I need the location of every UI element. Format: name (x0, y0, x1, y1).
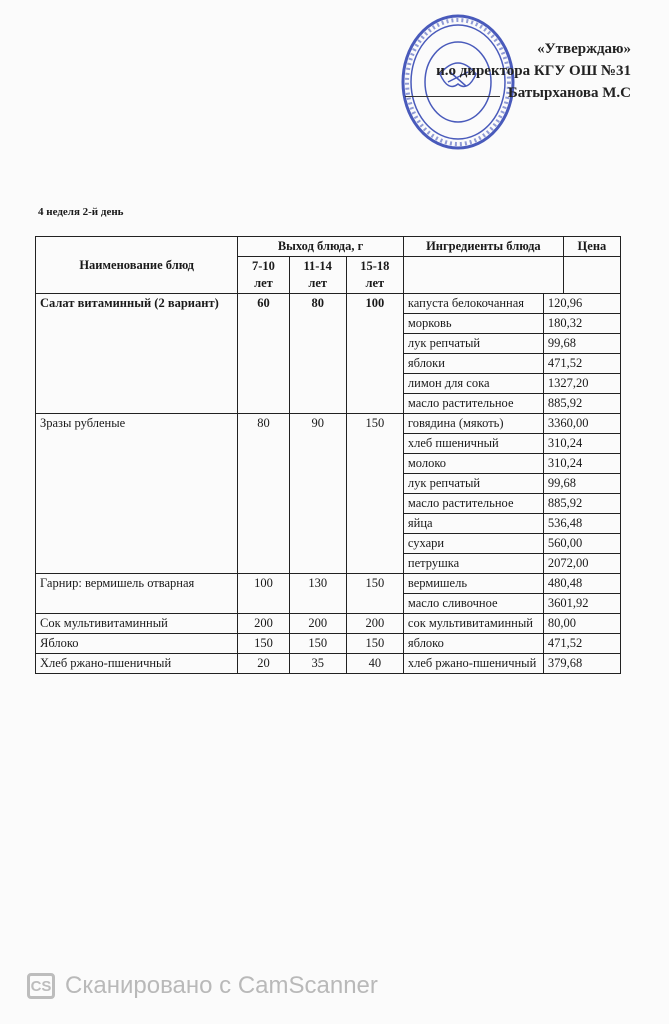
ingredient-row (404, 474, 620, 494)
ingredient-name: петрушка (404, 554, 544, 573)
dish-yield: 200 (238, 614, 289, 634)
menu-table (35, 236, 621, 674)
header-ingredients-empty (403, 257, 563, 294)
watermark-text: Сканировано с CamScanner (65, 972, 378, 999)
ingredient-row (404, 634, 620, 653)
ingredients-list (403, 654, 620, 674)
header-ingredients: Ингредиенты блюда (403, 237, 563, 257)
header-age-11-14: 11-14 лет (289, 257, 346, 294)
ingredient-row (404, 614, 620, 633)
dish-yield: 40 (346, 654, 403, 674)
ingredient-row (404, 374, 620, 394)
ingredient-name: морковь (404, 314, 544, 333)
dish-yield: 200 (289, 614, 346, 634)
ingredient-name: сок мультивитаминный (404, 614, 544, 633)
dish-yield: 80 (289, 294, 346, 414)
dish-yield: 90 (289, 414, 346, 574)
dish-yield: 100 (346, 294, 403, 414)
ingredient-name: масло растительное (404, 394, 544, 413)
dish-name: Зразы рубленые (36, 414, 238, 574)
dish-row (36, 414, 621, 574)
ingredient-row (404, 494, 620, 514)
ingredient-price: 3601,92 (547, 596, 589, 610)
ingredient-name: яйца (404, 514, 544, 533)
ingredient-price: 536,48 (547, 516, 583, 530)
ingredients-list (403, 414, 620, 574)
ingredient-price: 2072,00 (547, 556, 589, 570)
dish-name: Гарнир: вермишель отварная (36, 574, 238, 614)
header-price-empty (563, 257, 620, 294)
ingredient-row (404, 574, 620, 594)
ingredient-price: 310,24 (547, 436, 583, 450)
dish-yield: 80 (238, 414, 289, 574)
ingredient-price: 379,68 (547, 656, 583, 670)
approval-signatory: Батырханова М.С (507, 85, 631, 101)
dish-name: Салат витаминный (2 вариант) (36, 294, 238, 414)
ingredient-price: 310,24 (547, 456, 583, 470)
header-dish-name: Наименование блюд (36, 237, 238, 294)
ingredient-name: хлеб ржано-пшеничный (404, 654, 544, 673)
ingredient-name: хлеб пшеничный (404, 434, 544, 453)
dish-yield: 150 (346, 414, 403, 574)
ingredient-name: масло растительное (404, 494, 544, 513)
ingredient-price: 471,52 (547, 356, 583, 370)
dish-yield: 20 (238, 654, 289, 674)
ingredient-price: 99,68 (547, 476, 577, 490)
header-row-1 (36, 237, 621, 257)
ingredient-name: лук репчатый (404, 334, 544, 353)
ingredient-price: 471,52 (547, 636, 583, 650)
ingredient-name: говядина (мякоть) (404, 414, 544, 433)
ingredient-price: 80,00 (547, 616, 577, 630)
ingredients-list (403, 614, 620, 634)
ingredient-name: яблоко (404, 634, 544, 653)
ingredient-price: 885,92 (547, 396, 583, 410)
dish-yield: 150 (346, 574, 403, 614)
dish-yield: 130 (289, 574, 346, 614)
ingredient-row (404, 594, 620, 613)
ingredient-row (404, 354, 620, 374)
ingredient-row (404, 434, 620, 454)
camscanner-watermark (27, 972, 378, 1000)
dish-yield: 200 (346, 614, 403, 634)
ingredient-row (404, 394, 620, 413)
ingredient-name: молоко (404, 454, 544, 473)
header-age-7-10: 7-10 лет (238, 257, 289, 294)
dish-yield: 60 (238, 294, 289, 414)
ingredient-price: 120,96 (547, 296, 583, 310)
menu-day-title: 4 неделя 2-й день (38, 206, 124, 218)
dish-row (36, 574, 621, 614)
dish-yield: 100 (238, 574, 289, 614)
approval-position: и.о директора КГУ ОШ №31 (436, 63, 631, 79)
dish-yield: 150 (238, 634, 289, 654)
ingredient-name: яблоки (404, 354, 544, 373)
ingredient-row (404, 294, 620, 314)
dish-row (36, 634, 621, 654)
ingredient-name: вермишель (404, 574, 544, 593)
ingredients-list (403, 294, 620, 414)
ingredient-row (404, 554, 620, 573)
ingredient-price: 560,00 (547, 536, 583, 550)
ingredient-name: лимон для сока (404, 374, 544, 393)
ingredient-row (404, 534, 620, 554)
ingredient-name: лук репчатый (404, 474, 544, 493)
ingredient-row (404, 334, 620, 354)
ingredient-row (404, 514, 620, 534)
header-price: Цена (563, 237, 620, 257)
approval-block (436, 38, 631, 104)
dish-name: Яблоко (36, 634, 238, 654)
dish-row (36, 614, 621, 634)
header-yield: Выход блюда, г (238, 237, 404, 257)
ingredient-price: 480,48 (547, 576, 583, 590)
ingredient-row (404, 314, 620, 334)
dish-yield: 35 (289, 654, 346, 674)
ingredient-price: 1327,20 (547, 376, 589, 390)
dish-yield: 150 (346, 634, 403, 654)
ingredient-name: сухари (404, 534, 544, 553)
ingredients-list (403, 574, 620, 614)
ingredient-price: 180,32 (547, 316, 583, 330)
ingredient-row (404, 654, 620, 673)
ingredient-row (404, 454, 620, 474)
approval-title: «Утверждаю» (537, 41, 631, 57)
camscanner-logo-icon: CS (27, 973, 55, 999)
ingredient-price: 99,68 (547, 336, 577, 350)
signature-line (405, 96, 500, 97)
dish-name: Хлеб ржано-пшеничный (36, 654, 238, 674)
dish-row (36, 654, 621, 674)
header-age-15-18: 15-18 лет (346, 257, 403, 294)
ingredient-name: капуста белокочанная (404, 294, 544, 313)
ingredient-name: масло сливочное (404, 594, 544, 613)
ingredient-row (404, 414, 620, 434)
ingredient-price: 3360,00 (547, 416, 589, 430)
dish-yield: 150 (289, 634, 346, 654)
ingredients-list (403, 634, 620, 654)
dish-row (36, 294, 621, 414)
ingredient-price: 885,92 (547, 496, 583, 510)
dish-name: Сок мультивитаминный (36, 614, 238, 634)
